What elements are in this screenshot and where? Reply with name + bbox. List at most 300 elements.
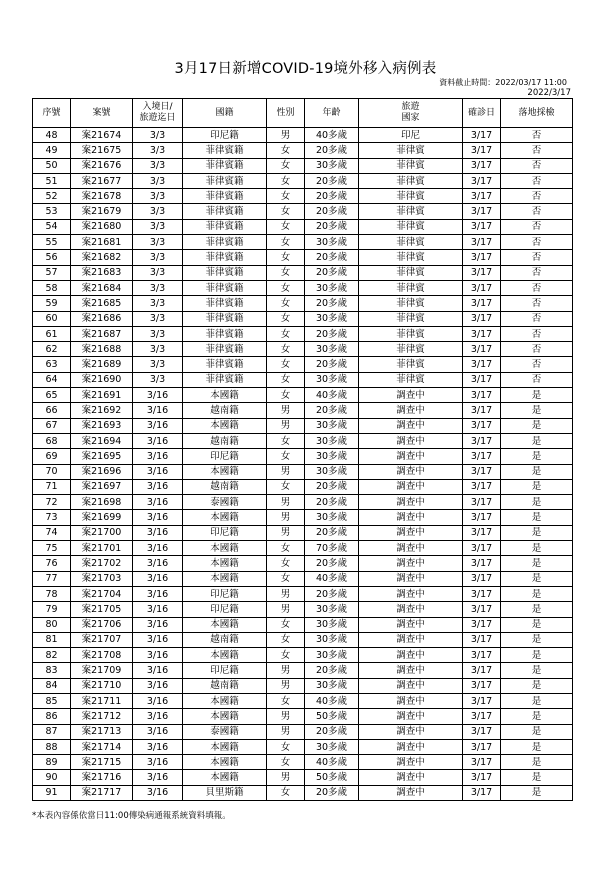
airport-testing-cell: 是: [501, 785, 573, 800]
case-number-cell: 案21691: [71, 388, 133, 403]
nationality-cell: 越南籍: [183, 678, 267, 693]
travel-country-cell: 菲律賓: [359, 265, 463, 280]
confirmed-date-cell: 3/17: [463, 770, 501, 785]
sex-cell: 女: [267, 693, 305, 708]
age-cell: 30多歲: [305, 418, 359, 433]
travel-country-cell: 調查中: [359, 525, 463, 540]
sex-cell: 男: [267, 525, 305, 540]
nationality-cell: 菲律賓籍: [183, 342, 267, 357]
serial-cell: 57: [33, 265, 71, 280]
entry-date-cell: 3/3: [133, 311, 183, 326]
airport-testing-cell: 是: [501, 586, 573, 601]
nationality-cell: 本國籍: [183, 617, 267, 632]
entry-date-cell: 3/16: [133, 418, 183, 433]
sex-cell: 女: [267, 479, 305, 494]
travel-country-cell: 調查中: [359, 403, 463, 418]
table-row: [33, 326, 573, 341]
serial-cell: 56: [33, 250, 71, 265]
case-number-cell: 案21713: [71, 724, 133, 739]
nationality-cell: 貝里斯籍: [183, 785, 267, 800]
serial-cell: 68: [33, 433, 71, 448]
case-number-cell: 案21686: [71, 311, 133, 326]
table-row: [33, 311, 573, 326]
confirmed-date-cell: 3/17: [463, 724, 501, 739]
header-case-number: 案號: [71, 99, 133, 128]
serial-cell: 86: [33, 709, 71, 724]
airport-testing-cell: 是: [501, 739, 573, 754]
travel-country-cell: 調查中: [359, 770, 463, 785]
report-date: 2022/3/17: [527, 88, 571, 98]
sex-cell: 男: [267, 464, 305, 479]
airport-testing-cell: 否: [501, 280, 573, 295]
case-number-cell: 案21688: [71, 342, 133, 357]
sex-cell: 女: [267, 648, 305, 663]
serial-cell: 62: [33, 342, 71, 357]
serial-cell: 73: [33, 510, 71, 525]
confirmed-date-cell: 3/17: [463, 357, 501, 372]
confirmed-date-cell: 3/17: [463, 449, 501, 464]
confirmed-date-cell: 3/17: [463, 372, 501, 387]
serial-cell: 88: [33, 739, 71, 754]
airport-testing-cell: 否: [501, 143, 573, 158]
table-row: [33, 189, 573, 204]
case-number-cell: 案21695: [71, 449, 133, 464]
nationality-cell: 本國籍: [183, 556, 267, 571]
entry-date-cell: 3/16: [133, 602, 183, 617]
case-number-cell: 案21709: [71, 663, 133, 678]
nationality-cell: 本國籍: [183, 541, 267, 556]
serial-cell: 53: [33, 204, 71, 219]
sex-cell: 男: [267, 510, 305, 525]
travel-country-cell: 調查中: [359, 418, 463, 433]
airport-testing-cell: 否: [501, 173, 573, 188]
header-travel-country: 旅遊 國家: [359, 99, 463, 128]
serial-cell: 64: [33, 372, 71, 387]
travel-country-cell: 菲律賓: [359, 372, 463, 387]
case-number-cell: 案21701: [71, 541, 133, 556]
confirmed-date-cell: 3/17: [463, 342, 501, 357]
nationality-cell: 本國籍: [183, 709, 267, 724]
airport-testing-cell: 是: [501, 632, 573, 647]
travel-country-cell: 調查中: [359, 449, 463, 464]
travel-country-cell: 調查中: [359, 556, 463, 571]
serial-cell: 81: [33, 632, 71, 647]
case-number-cell: 案21678: [71, 189, 133, 204]
case-number-cell: 案21715: [71, 755, 133, 770]
nationality-cell: 泰國籍: [183, 724, 267, 739]
nationality-cell: 菲律賓籍: [183, 143, 267, 158]
sex-cell: 男: [267, 418, 305, 433]
serial-cell: 76: [33, 556, 71, 571]
confirmed-date-cell: 3/17: [463, 663, 501, 678]
airport-testing-cell: 是: [501, 663, 573, 678]
sex-cell: 女: [267, 173, 305, 188]
nationality-cell: 本國籍: [183, 510, 267, 525]
header-sex: 性別: [267, 99, 305, 128]
serial-cell: 63: [33, 357, 71, 372]
table-row: [33, 541, 573, 556]
serial-cell: 78: [33, 586, 71, 601]
nationality-cell: 印尼籍: [183, 128, 267, 143]
table-row: [33, 632, 573, 647]
travel-country-cell: 菲律賓: [359, 143, 463, 158]
airport-testing-cell: 否: [501, 219, 573, 234]
case-number-cell: 案21714: [71, 739, 133, 754]
sex-cell: 女: [267, 250, 305, 265]
age-cell: 20多歲: [305, 357, 359, 372]
age-cell: 20多歲: [305, 403, 359, 418]
travel-country-cell: 調查中: [359, 739, 463, 754]
age-cell: 20多歲: [305, 296, 359, 311]
entry-date-cell: 3/16: [133, 617, 183, 632]
sex-cell: 女: [267, 755, 305, 770]
entry-date-cell: 3/3: [133, 342, 183, 357]
table-row: [33, 388, 573, 403]
serial-cell: 85: [33, 693, 71, 708]
travel-country-cell: 菲律賓: [359, 311, 463, 326]
case-number-cell: 案21689: [71, 357, 133, 372]
nationality-cell: 印尼籍: [183, 586, 267, 601]
travel-country-cell: 調查中: [359, 693, 463, 708]
nationality-cell: 菲律賓籍: [183, 280, 267, 295]
entry-date-cell: 3/16: [133, 464, 183, 479]
entry-date-cell: 3/16: [133, 433, 183, 448]
travel-country-cell: 印尼: [359, 128, 463, 143]
table-row: [33, 418, 573, 433]
confirmed-date-cell: 3/17: [463, 158, 501, 173]
serial-cell: 83: [33, 663, 71, 678]
case-number-cell: 案21693: [71, 418, 133, 433]
case-number-cell: 案21716: [71, 770, 133, 785]
entry-date-cell: 3/16: [133, 541, 183, 556]
age-cell: 20多歲: [305, 265, 359, 280]
table-row: [33, 143, 573, 158]
confirmed-date-cell: 3/17: [463, 510, 501, 525]
nationality-cell: 菲律賓籍: [183, 357, 267, 372]
entry-date-cell: 3/16: [133, 724, 183, 739]
entry-date-cell: 3/16: [133, 785, 183, 800]
confirmed-date-cell: 3/17: [463, 739, 501, 754]
entry-date-cell: 3/16: [133, 586, 183, 601]
entry-date-cell: 3/16: [133, 693, 183, 708]
entry-date-cell: 3/3: [133, 158, 183, 173]
case-number-cell: 案21710: [71, 678, 133, 693]
travel-country-cell: 調查中: [359, 709, 463, 724]
age-cell: 40多歲: [305, 128, 359, 143]
travel-country-cell: 調查中: [359, 724, 463, 739]
travel-country-cell: 菲律賓: [359, 173, 463, 188]
age-cell: 30多歲: [305, 235, 359, 250]
sex-cell: 女: [267, 632, 305, 647]
travel-country-cell: 調查中: [359, 479, 463, 494]
nationality-cell: 本國籍: [183, 418, 267, 433]
table-row: [33, 648, 573, 663]
table-row: [33, 663, 573, 678]
serial-cell: 58: [33, 280, 71, 295]
serial-cell: 49: [33, 143, 71, 158]
case-rows: [33, 128, 573, 801]
nationality-cell: 本國籍: [183, 464, 267, 479]
sex-cell: 女: [267, 219, 305, 234]
age-cell: 30多歲: [305, 632, 359, 647]
airport-testing-cell: 否: [501, 357, 573, 372]
sex-cell: 女: [267, 433, 305, 448]
sex-cell: 男: [267, 586, 305, 601]
case-number-cell: 案21712: [71, 709, 133, 724]
travel-country-cell: 調查中: [359, 433, 463, 448]
header-nationality: 國籍: [183, 99, 267, 128]
nationality-cell: 菲律賓籍: [183, 326, 267, 341]
confirmed-date-cell: 3/17: [463, 296, 501, 311]
confirmed-date-cell: 3/17: [463, 311, 501, 326]
travel-country-cell: 菲律賓: [359, 296, 463, 311]
case-number-cell: 案21687: [71, 326, 133, 341]
airport-testing-cell: 否: [501, 342, 573, 357]
sex-cell: 女: [267, 388, 305, 403]
entry-date-cell: 3/16: [133, 739, 183, 754]
case-number-cell: 案21674: [71, 128, 133, 143]
confirmed-date-cell: 3/17: [463, 403, 501, 418]
travel-country-cell: 調查中: [359, 632, 463, 647]
serial-cell: 71: [33, 479, 71, 494]
case-number-cell: 案21700: [71, 525, 133, 540]
table-row: [33, 739, 573, 754]
sex-cell: 女: [267, 372, 305, 387]
confirmed-date-cell: 3/17: [463, 235, 501, 250]
sex-cell: 女: [267, 785, 305, 800]
confirmed-date-cell: 3/17: [463, 709, 501, 724]
serial-cell: 60: [33, 311, 71, 326]
airport-testing-cell: 否: [501, 204, 573, 219]
header-confirmed-date: 確診日: [463, 99, 501, 128]
entry-date-cell: 3/16: [133, 571, 183, 586]
table-row: [33, 602, 573, 617]
case-number-cell: 案21699: [71, 510, 133, 525]
case-number-cell: 案21703: [71, 571, 133, 586]
case-number-cell: 案21684: [71, 280, 133, 295]
age-cell: 20多歲: [305, 663, 359, 678]
serial-cell: 72: [33, 495, 71, 510]
airport-testing-cell: 否: [501, 372, 573, 387]
serial-cell: 51: [33, 173, 71, 188]
entry-date-cell: 3/3: [133, 173, 183, 188]
serial-cell: 69: [33, 449, 71, 464]
travel-country-cell: 菲律賓: [359, 280, 463, 295]
age-cell: 20多歲: [305, 204, 359, 219]
age-cell: 20多歲: [305, 479, 359, 494]
sex-cell: 女: [267, 280, 305, 295]
age-cell: 50多歲: [305, 709, 359, 724]
age-cell: 20多歲: [305, 143, 359, 158]
airport-testing-cell: 是: [501, 571, 573, 586]
table-row: [33, 678, 573, 693]
table-row: [33, 525, 573, 540]
sex-cell: 男: [267, 602, 305, 617]
airport-testing-cell: 是: [501, 724, 573, 739]
table-row: [33, 250, 573, 265]
age-cell: 30多歲: [305, 372, 359, 387]
header-age: 年齡: [305, 99, 359, 128]
table-row: [33, 296, 573, 311]
header-entry-date: 入境日/ 旅遊迄日: [133, 99, 183, 128]
entry-date-cell: 3/16: [133, 556, 183, 571]
confirmed-date-cell: 3/17: [463, 388, 501, 403]
nationality-cell: 本國籍: [183, 770, 267, 785]
airport-testing-cell: 是: [501, 403, 573, 418]
confirmed-date-cell: 3/17: [463, 250, 501, 265]
confirmed-date-cell: 3/17: [463, 495, 501, 510]
age-cell: 30多歲: [305, 648, 359, 663]
airport-testing-cell: 否: [501, 128, 573, 143]
nationality-cell: 本國籍: [183, 648, 267, 663]
travel-country-cell: 調查中: [359, 602, 463, 617]
serial-cell: 90: [33, 770, 71, 785]
entry-date-cell: 3/3: [133, 326, 183, 341]
entry-date-cell: 3/3: [133, 357, 183, 372]
travel-country-cell: 菲律賓: [359, 250, 463, 265]
entry-date-cell: 3/3: [133, 250, 183, 265]
airport-testing-cell: 是: [501, 648, 573, 663]
serial-cell: 59: [33, 296, 71, 311]
table-row: [33, 235, 573, 250]
sex-cell: 女: [267, 326, 305, 341]
header-serial: 序號: [33, 99, 71, 128]
case-number-cell: 案21706: [71, 617, 133, 632]
case-number-cell: 案21705: [71, 602, 133, 617]
age-cell: 20多歲: [305, 556, 359, 571]
age-cell: 20多歲: [305, 785, 359, 800]
age-cell: 30多歲: [305, 510, 359, 525]
travel-country-cell: 調查中: [359, 586, 463, 601]
serial-cell: 50: [33, 158, 71, 173]
serial-cell: 65: [33, 388, 71, 403]
sex-cell: 女: [267, 571, 305, 586]
sex-cell: 女: [267, 342, 305, 357]
confirmed-date-cell: 3/17: [463, 464, 501, 479]
sex-cell: 女: [267, 143, 305, 158]
entry-date-cell: 3/16: [133, 479, 183, 494]
case-number-cell: 案21704: [71, 586, 133, 601]
airport-testing-cell: 是: [501, 510, 573, 525]
airport-testing-cell: 否: [501, 189, 573, 204]
serial-cell: 61: [33, 326, 71, 341]
airport-testing-cell: 否: [501, 235, 573, 250]
sex-cell: 女: [267, 189, 305, 204]
serial-cell: 54: [33, 219, 71, 234]
entry-date-cell: 3/16: [133, 495, 183, 510]
table-row: [33, 785, 573, 800]
table-row: [33, 495, 573, 510]
case-number-cell: 案21708: [71, 648, 133, 663]
airport-testing-cell: 是: [501, 433, 573, 448]
serial-cell: 48: [33, 128, 71, 143]
case-number-cell: 案21683: [71, 265, 133, 280]
age-cell: 50多歲: [305, 770, 359, 785]
sex-cell: 女: [267, 265, 305, 280]
nationality-cell: 菲律賓籍: [183, 173, 267, 188]
entry-date-cell: 3/3: [133, 189, 183, 204]
serial-cell: 91: [33, 785, 71, 800]
nationality-cell: 菲律賓籍: [183, 372, 267, 387]
sex-cell: 男: [267, 403, 305, 418]
airport-testing-cell: 否: [501, 265, 573, 280]
airport-testing-cell: 是: [501, 556, 573, 571]
travel-country-cell: 調查中: [359, 388, 463, 403]
sex-cell: 女: [267, 357, 305, 372]
table-row: [33, 464, 573, 479]
travel-country-cell: 調查中: [359, 755, 463, 770]
age-cell: 70多歲: [305, 541, 359, 556]
nationality-cell: 菲律賓籍: [183, 235, 267, 250]
sex-cell: 女: [267, 541, 305, 556]
age-cell: 20多歲: [305, 724, 359, 739]
airport-testing-cell: 是: [501, 693, 573, 708]
sex-cell: 女: [267, 158, 305, 173]
confirmed-date-cell: 3/17: [463, 785, 501, 800]
serial-cell: 55: [33, 235, 71, 250]
nationality-cell: 越南籍: [183, 403, 267, 418]
travel-country-cell: 調查中: [359, 571, 463, 586]
footnote: *本表內容係依當日11:00傳染病通報系統資料填報。: [32, 811, 231, 821]
table-row: [33, 433, 573, 448]
serial-cell: 52: [33, 189, 71, 204]
sex-cell: 女: [267, 739, 305, 754]
age-cell: 30多歲: [305, 311, 359, 326]
airport-testing-cell: 是: [501, 541, 573, 556]
travel-country-cell: 菲律賓: [359, 189, 463, 204]
entry-date-cell: 3/16: [133, 663, 183, 678]
table-row: [33, 479, 573, 494]
entry-date-cell: 3/16: [133, 510, 183, 525]
nationality-cell: 印尼籍: [183, 449, 267, 464]
travel-country-cell: 菲律賓: [359, 326, 463, 341]
table-row: [33, 403, 573, 418]
data-cutoff-time: 資料截止時間：2022/03/17 11:00: [439, 78, 567, 87]
confirmed-date-cell: 3/17: [463, 204, 501, 219]
airport-testing-cell: 是: [501, 449, 573, 464]
sex-cell: 男: [267, 663, 305, 678]
age-cell: 30多歲: [305, 342, 359, 357]
nationality-cell: 菲律賓籍: [183, 158, 267, 173]
entry-date-cell: 3/16: [133, 388, 183, 403]
table-row: [33, 280, 573, 295]
travel-country-cell: 調查中: [359, 648, 463, 663]
entry-date-cell: 3/16: [133, 678, 183, 693]
travel-country-cell: 菲律賓: [359, 158, 463, 173]
airport-testing-cell: 是: [501, 418, 573, 433]
sex-cell: 男: [267, 709, 305, 724]
nationality-cell: 菲律賓籍: [183, 265, 267, 280]
nationality-cell: 菲律賓籍: [183, 250, 267, 265]
sex-cell: 男: [267, 128, 305, 143]
serial-cell: 87: [33, 724, 71, 739]
confirmed-date-cell: 3/17: [463, 556, 501, 571]
nationality-cell: 本國籍: [183, 693, 267, 708]
table-row: [33, 357, 573, 372]
airport-testing-cell: 是: [501, 495, 573, 510]
serial-cell: 74: [33, 525, 71, 540]
table-row: [33, 219, 573, 234]
age-cell: 20多歲: [305, 173, 359, 188]
table-row: [33, 617, 573, 632]
table-row: [33, 586, 573, 601]
nationality-cell: 本國籍: [183, 739, 267, 754]
age-cell: 20多歲: [305, 586, 359, 601]
sex-cell: 女: [267, 556, 305, 571]
case-number-cell: 案21685: [71, 296, 133, 311]
confirmed-date-cell: 3/17: [463, 678, 501, 693]
serial-cell: 89: [33, 755, 71, 770]
